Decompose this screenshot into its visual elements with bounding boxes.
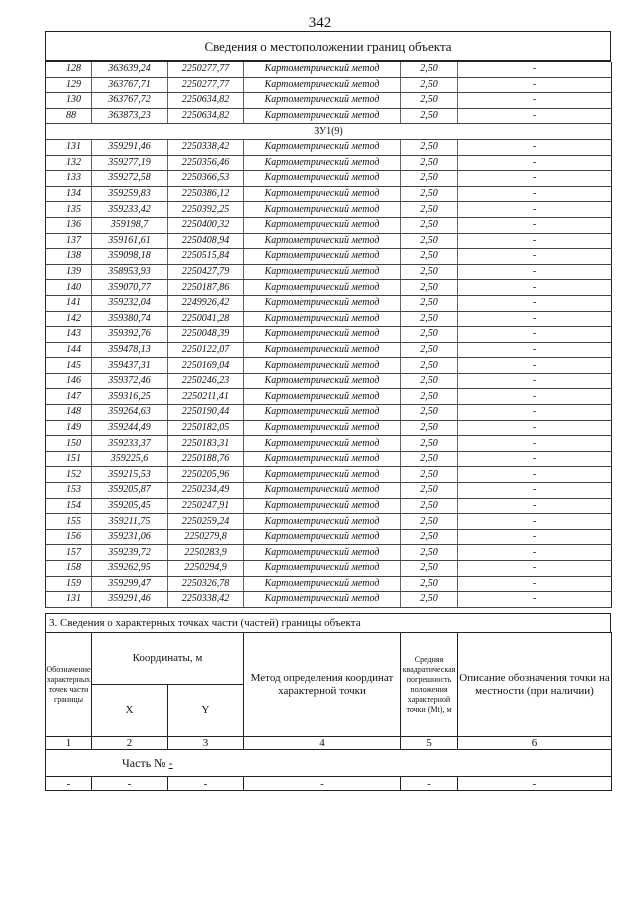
header-coordinates: Координаты, м (92, 633, 244, 685)
accuracy: 2,50 (401, 514, 458, 530)
point-number: 138 (46, 249, 92, 265)
method: Картометрический метод (244, 139, 401, 155)
table-row (46, 561, 612, 577)
method: Картометрический метод (244, 108, 401, 124)
coord-x: 359205,45 (92, 498, 168, 514)
coord-x: 359198,7 (92, 217, 168, 233)
accuracy: 2,50 (401, 451, 458, 467)
description: - (458, 420, 612, 436)
coord-x: 359161,61 (92, 233, 168, 249)
method: Картометрический метод (244, 420, 401, 436)
table-row (46, 171, 612, 187)
coord-x: 363873,23 (92, 108, 168, 124)
point-number: 147 (46, 389, 92, 405)
accuracy: 2,50 (401, 249, 458, 265)
method: Картометрический метод (244, 405, 401, 421)
accuracy: 2,50 (401, 171, 458, 187)
point-number: 143 (46, 327, 92, 343)
coord-y: 2250122,07 (168, 342, 244, 358)
description: - (458, 483, 612, 499)
table-row (46, 93, 612, 109)
coord-x: 359262,95 (92, 561, 168, 577)
point-number: 136 (46, 217, 92, 233)
table-row (46, 592, 612, 608)
description: - (458, 373, 612, 389)
table-row (46, 529, 612, 545)
header-point-designation: Обозначение характерных точек части границы (46, 633, 92, 737)
method: Картометрический метод (244, 514, 401, 530)
point-number: 148 (46, 405, 92, 421)
coord-x: 359211,75 (92, 514, 168, 530)
coord-y: 2250283,9 (168, 545, 244, 561)
coord-x: 359478,13 (92, 342, 168, 358)
coord-y: 2250234,49 (168, 483, 244, 499)
method: Картометрический метод (244, 451, 401, 467)
coord-x: 359233,37 (92, 436, 168, 452)
accuracy: 2,50 (401, 358, 458, 374)
accuracy: 2,50 (401, 529, 458, 545)
table-row (46, 264, 612, 280)
coord-x: 359225,6 (92, 451, 168, 467)
point-number: 140 (46, 280, 92, 296)
point-number: 152 (46, 467, 92, 483)
method: Картометрический метод (244, 498, 401, 514)
coord-y: 2250169,04 (168, 358, 244, 374)
method: Картометрический метод (244, 93, 401, 109)
method: Картометрический метод (244, 592, 401, 608)
accuracy: 2,50 (401, 93, 458, 109)
table-row (46, 280, 612, 296)
description: - (458, 576, 612, 592)
table-row (46, 342, 612, 358)
method: Картометрический метод (244, 342, 401, 358)
table-row (46, 108, 612, 124)
coord-x: 359070,77 (92, 280, 168, 296)
method: Картометрический метод (244, 311, 401, 327)
point-number: 146 (46, 373, 92, 389)
accuracy: 2,50 (401, 420, 458, 436)
table-row (46, 389, 612, 405)
description: - (458, 280, 612, 296)
method: Картометрический метод (244, 217, 401, 233)
description: - (458, 202, 612, 218)
coord-y: 2250277,77 (168, 77, 244, 93)
empty-cell: - (401, 777, 458, 791)
accuracy: 2,50 (401, 155, 458, 171)
method: Картометрический метод (244, 155, 401, 171)
coord-x: 359244,49 (92, 420, 168, 436)
accuracy: 2,50 (401, 592, 458, 608)
description: - (458, 467, 612, 483)
method: Картометрический метод (244, 327, 401, 343)
description: - (458, 233, 612, 249)
point-number: 133 (46, 171, 92, 187)
point-number: 157 (46, 545, 92, 561)
table-row (46, 155, 612, 171)
coord-x: 363767,72 (92, 93, 168, 109)
method: Картометрический метод (244, 358, 401, 374)
empty-cell: - (92, 777, 168, 791)
description: - (458, 77, 612, 93)
description: - (458, 451, 612, 467)
table-row (46, 62, 612, 77)
point-number: 131 (46, 139, 92, 155)
description: - (458, 327, 612, 343)
accuracy: 2,50 (401, 389, 458, 405)
coord-y: 2250190,44 (168, 405, 244, 421)
method: Картометрический метод (244, 233, 401, 249)
point-number: 145 (46, 358, 92, 374)
description: - (458, 545, 612, 561)
coord-x: 359264,63 (92, 405, 168, 421)
table-row (46, 451, 612, 467)
point-number: 139 (46, 264, 92, 280)
method: Картометрический метод (244, 202, 401, 218)
description: - (458, 389, 612, 405)
table-row (46, 358, 612, 374)
accuracy: 2,50 (401, 217, 458, 233)
coord-y: 2249926,42 (168, 295, 244, 311)
table-row (46, 295, 612, 311)
table-row (46, 77, 612, 93)
header-accuracy: Средняя квадратическая погрешность положения характерной точки (Mt), м (401, 633, 458, 737)
col-number: 4 (244, 737, 401, 750)
accuracy: 2,50 (401, 62, 458, 77)
col-number: 6 (458, 737, 612, 750)
table-row (46, 233, 612, 249)
point-number: 142 (46, 311, 92, 327)
point-number: 129 (46, 77, 92, 93)
coord-x: 359205,87 (92, 483, 168, 499)
description: - (458, 592, 612, 608)
part-label-row (46, 750, 612, 777)
coord-x: 359215,53 (92, 467, 168, 483)
point-number: 137 (46, 233, 92, 249)
coord-y: 2250246,23 (168, 373, 244, 389)
accuracy: 2,50 (401, 405, 458, 421)
point-number: 144 (46, 342, 92, 358)
accuracy: 2,50 (401, 264, 458, 280)
accuracy: 2,50 (401, 202, 458, 218)
empty-cell: - (458, 777, 612, 791)
accuracy: 2,50 (401, 280, 458, 296)
accuracy: 2,50 (401, 295, 458, 311)
point-number: 158 (46, 561, 92, 577)
coord-y: 2250041,28 (168, 311, 244, 327)
accuracy: 2,50 (401, 373, 458, 389)
table-row (46, 514, 612, 530)
accuracy: 2,50 (401, 342, 458, 358)
coord-y: 2250294,9 (168, 561, 244, 577)
table-row (46, 202, 612, 218)
accuracy: 2,50 (401, 108, 458, 124)
coord-y: 2250048,39 (168, 327, 244, 343)
description: - (458, 264, 612, 280)
method: Картометрический метод (244, 77, 401, 93)
accuracy: 2,50 (401, 311, 458, 327)
coord-x: 359239,72 (92, 545, 168, 561)
page-number: 342 (308, 15, 332, 31)
col-number: 3 (168, 737, 244, 750)
accuracy: 2,50 (401, 77, 458, 93)
description: - (458, 295, 612, 311)
coord-x: 358953,93 (92, 264, 168, 280)
col-number: 5 (401, 737, 458, 750)
coord-y: 2250326,78 (168, 576, 244, 592)
point-number: 154 (46, 498, 92, 514)
description: - (458, 139, 612, 155)
method: Картометрический метод (244, 545, 401, 561)
coord-y: 2250408,94 (168, 233, 244, 249)
coord-y: 2250211,41 (168, 389, 244, 405)
header-y: Y (168, 685, 244, 737)
description: - (458, 561, 612, 577)
point-number: 134 (46, 186, 92, 202)
coord-x: 359231,06 (92, 529, 168, 545)
table-row (46, 405, 612, 421)
coord-x: 363639,24 (92, 62, 168, 77)
coord-y: 2250400,32 (168, 217, 244, 233)
coord-y: 2250634,82 (168, 93, 244, 109)
table-row (46, 327, 612, 343)
method: Картометрический метод (244, 280, 401, 296)
empty-cell: - (244, 777, 401, 791)
coord-y: 2250338,42 (168, 592, 244, 608)
coord-y: 2250634,82 (168, 108, 244, 124)
coord-x: 359299,47 (92, 576, 168, 592)
method: Картометрический метод (244, 171, 401, 187)
coord-y: 2250338,42 (168, 139, 244, 155)
accuracy: 2,50 (401, 233, 458, 249)
coord-x: 363767,71 (92, 77, 168, 93)
description: - (458, 514, 612, 530)
method: Картометрический метод (244, 62, 401, 77)
description: - (458, 436, 612, 452)
coord-y: 2250386,12 (168, 186, 244, 202)
point-number: 130 (46, 93, 92, 109)
description: - (458, 62, 612, 77)
empty-cell: - (168, 777, 244, 791)
point-number: 88 (46, 108, 92, 124)
point-number: 155 (46, 514, 92, 530)
table-row (46, 545, 612, 561)
table-row (46, 249, 612, 265)
table-row (46, 217, 612, 233)
header-method: Метод определения координат характерной точки (244, 633, 401, 737)
coord-x: 359437,31 (92, 358, 168, 374)
coord-x: 359098,18 (92, 249, 168, 265)
description: - (458, 171, 612, 187)
method: Картометрический метод (244, 264, 401, 280)
table-row (46, 311, 612, 327)
coord-y: 2250205,96 (168, 467, 244, 483)
accuracy: 2,50 (401, 467, 458, 483)
accuracy: 2,50 (401, 327, 458, 343)
accuracy: 2,50 (401, 483, 458, 499)
accuracy: 2,50 (401, 576, 458, 592)
coord-x: 359392,76 (92, 327, 168, 343)
coord-x: 359233,42 (92, 202, 168, 218)
accuracy: 2,50 (401, 186, 458, 202)
coord-x: 359277,19 (92, 155, 168, 171)
method: Картометрический метод (244, 529, 401, 545)
coord-y: 2250259,24 (168, 514, 244, 530)
coord-y: 2250277,77 (168, 62, 244, 77)
coord-y: 2250182,05 (168, 420, 244, 436)
point-number: 132 (46, 155, 92, 171)
point-number: 153 (46, 483, 92, 499)
point-number: 131 (46, 592, 92, 608)
part-label: Часть № (122, 755, 166, 770)
accuracy: 2,50 (401, 498, 458, 514)
coord-x: 359291,46 (92, 592, 168, 608)
coord-x: 359272,58 (92, 171, 168, 187)
part-points-table (45, 632, 612, 791)
description: - (458, 186, 612, 202)
accuracy: 2,50 (401, 545, 458, 561)
method: Картометрический метод (244, 295, 401, 311)
description: - (458, 311, 612, 327)
accuracy: 2,50 (401, 139, 458, 155)
description: - (458, 249, 612, 265)
coord-y: 2250187,86 (168, 280, 244, 296)
table-row (46, 420, 612, 436)
coord-y: 2250366,53 (168, 171, 244, 187)
section-3-title: 3. Сведения о характерных точках части (частей) границы объекта (45, 613, 611, 632)
point-number: 150 (46, 436, 92, 452)
point-number: 135 (46, 202, 92, 218)
method: Картометрический метод (244, 249, 401, 265)
method: Картометрический метод (244, 373, 401, 389)
table-row (46, 139, 612, 155)
coord-x: 359259,83 (92, 186, 168, 202)
description: - (458, 405, 612, 421)
description: - (458, 93, 612, 109)
part-value: - (168, 755, 173, 770)
accuracy: 2,50 (401, 561, 458, 577)
description: - (458, 155, 612, 171)
point-number: 128 (46, 62, 92, 77)
coord-y: 2250392,25 (168, 202, 244, 218)
coord-y: 2250188,76 (168, 451, 244, 467)
description: - (458, 217, 612, 233)
table-row (46, 576, 612, 592)
description: - (458, 358, 612, 374)
method: Картометрический метод (244, 436, 401, 452)
point-number: 156 (46, 529, 92, 545)
point-number: 151 (46, 451, 92, 467)
coord-y: 2250427,79 (168, 264, 244, 280)
table-row (46, 483, 612, 499)
table-row (46, 467, 612, 483)
col-number: 1 (46, 737, 92, 750)
description: - (458, 108, 612, 124)
empty-cell: - (46, 777, 92, 791)
method: Картометрический метод (244, 186, 401, 202)
description: - (458, 498, 612, 514)
coord-x: 359380,74 (92, 311, 168, 327)
table-row (46, 373, 612, 389)
method: Картометрический метод (244, 483, 401, 499)
accuracy: 2,50 (401, 436, 458, 452)
coord-y: 2250279,8 (168, 529, 244, 545)
coord-y: 2250183,31 (168, 436, 244, 452)
coord-x: 359291,46 (92, 139, 168, 155)
coord-x: 359316,25 (92, 389, 168, 405)
table-row (46, 498, 612, 514)
coord-x: 359232,04 (92, 295, 168, 311)
method: Картометрический метод (244, 561, 401, 577)
coord-y: 2250515,84 (168, 249, 244, 265)
method: Картометрический метод (244, 389, 401, 405)
point-number: 141 (46, 295, 92, 311)
col-number: 2 (92, 737, 168, 750)
coord-y: 2250247,91 (168, 498, 244, 514)
method: Картометрический метод (244, 576, 401, 592)
coord-x: 359372,46 (92, 373, 168, 389)
description: - (458, 342, 612, 358)
coord-y: 2250356,46 (168, 155, 244, 171)
table-row (46, 186, 612, 202)
subsection-label: ЗУ1(9) (46, 124, 612, 140)
header-x: X (92, 685, 168, 737)
description: - (458, 529, 612, 545)
point-number: 159 (46, 576, 92, 592)
coordinates-table (45, 62, 612, 608)
table-row (46, 436, 612, 452)
method: Картометрический метод (244, 467, 401, 483)
point-number: 149 (46, 420, 92, 436)
section-title: Сведения о местоположении границ объекта (45, 31, 611, 62)
header-description: Описание обозначения точки на местности (при наличии) (458, 633, 612, 737)
